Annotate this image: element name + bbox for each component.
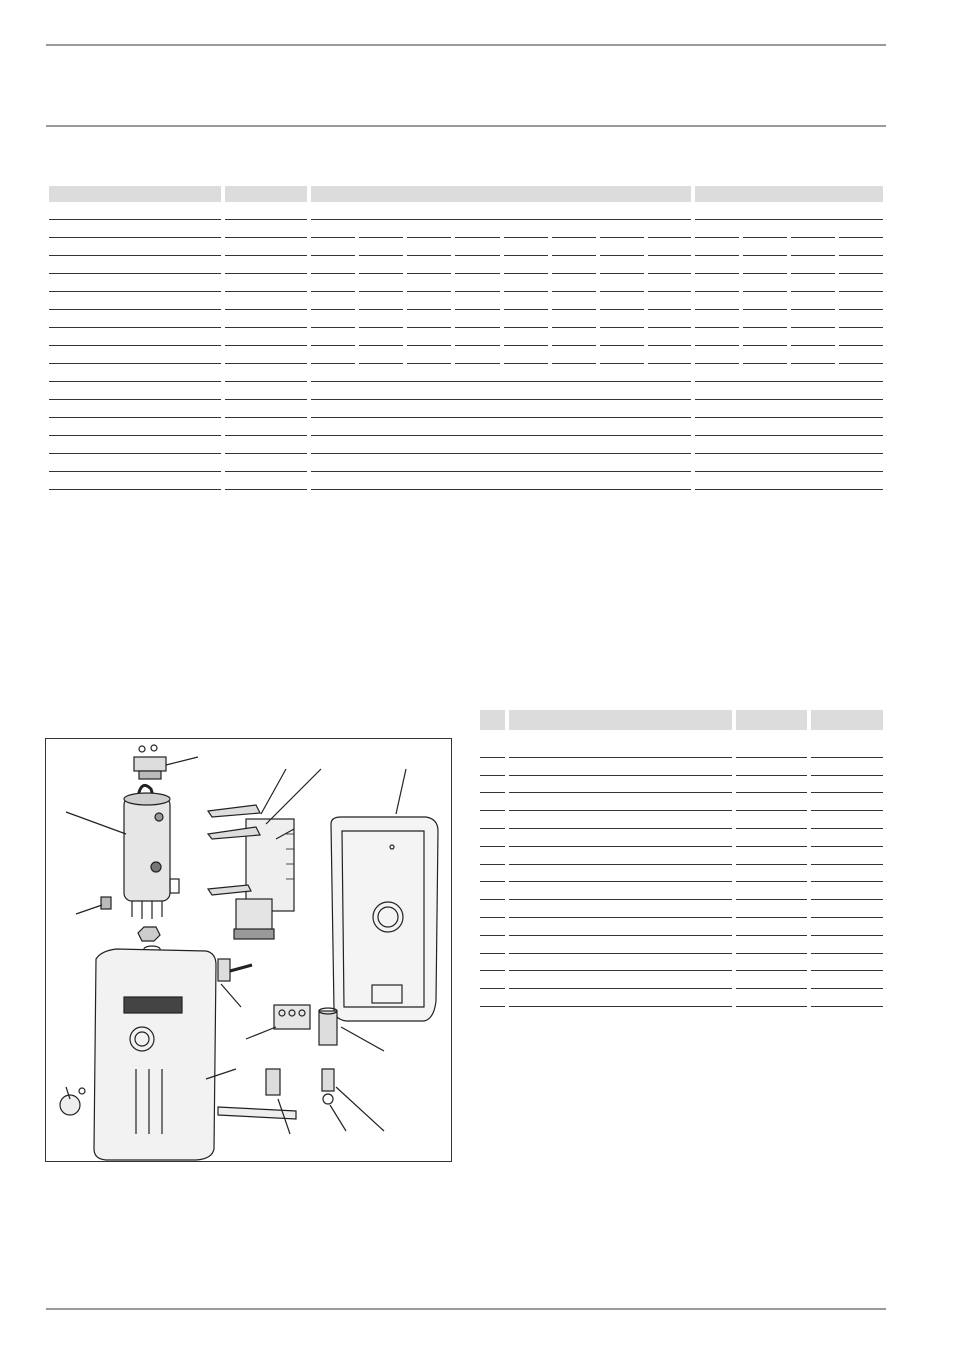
spec-cell: [648, 256, 691, 274]
spec-cell: [839, 310, 883, 328]
spec-cell: [359, 274, 403, 292]
spec-cell: [455, 256, 499, 274]
parts-cell: [811, 793, 883, 811]
spec-cell: [407, 238, 451, 256]
parts-row: [480, 882, 883, 900]
spec-cell: [359, 256, 403, 274]
parts-cell: [736, 847, 807, 865]
parts-cell: [509, 900, 732, 918]
parts-cell: [480, 776, 505, 794]
spec-cell: [600, 238, 644, 256]
parts-cell: [736, 829, 807, 847]
spec-row: [49, 328, 883, 346]
parts-cell: [480, 954, 505, 972]
parts-row: [480, 847, 883, 865]
spec-row: [49, 256, 883, 274]
parts-cell: [509, 971, 732, 989]
spec-cell: [648, 274, 691, 292]
parts-cell: [736, 936, 807, 954]
parts-cell: [480, 793, 505, 811]
parts-cell: [480, 865, 505, 883]
spec-cell: [552, 238, 596, 256]
spec-cell: [695, 346, 739, 364]
spec-cell: [311, 454, 691, 472]
spec-row: [49, 220, 883, 238]
parts-cell: [736, 740, 807, 758]
parts-cell: [811, 971, 883, 989]
parts-cell: [509, 847, 732, 865]
spec-cell: [225, 310, 307, 328]
spec-cell: [407, 220, 451, 238]
parts-cell: [811, 882, 883, 900]
spec-cell: [552, 220, 596, 238]
bottom-rule: [46, 1308, 886, 1310]
spec-cell: [695, 310, 739, 328]
spec-cell: [743, 238, 787, 256]
parts-cell: [811, 847, 883, 865]
spec-cell: [49, 256, 221, 274]
parts-cell: [811, 740, 883, 758]
heating-element-part: [66, 785, 179, 952]
spec-cell: [504, 256, 548, 274]
spec-row: [49, 292, 883, 310]
parts-cell: [736, 793, 807, 811]
spec-cell: [791, 346, 834, 364]
spec-cell: [225, 454, 307, 472]
spec-cell: [504, 310, 548, 328]
spec-cell: [552, 346, 596, 364]
front-cover-part: [94, 949, 236, 1160]
spec-cell: [359, 346, 403, 364]
spec-cell: [600, 328, 644, 346]
spec-cell: [552, 310, 596, 328]
spec-cell: [49, 274, 221, 292]
spec-cell: [225, 220, 307, 238]
spec-cell: [839, 256, 883, 274]
parts-row: [480, 793, 883, 811]
spec-cell: [695, 472, 883, 490]
spec-cell: [648, 292, 691, 310]
spec-cell: [225, 202, 307, 220]
spec-cell: [311, 328, 355, 346]
spec-cell: [600, 346, 644, 364]
parts-cell: [811, 989, 883, 1007]
spec-cell: [743, 274, 787, 292]
spec-cell: [407, 310, 451, 328]
spec-cell: [791, 292, 834, 310]
parts-row: [480, 829, 883, 847]
spec-cell: [49, 400, 221, 418]
parts-cell: [509, 740, 732, 758]
spec-cell: [225, 346, 307, 364]
parts-cell: [811, 776, 883, 794]
parts-cell: [736, 971, 807, 989]
spec-row: [49, 418, 883, 436]
spec-cell: [49, 454, 221, 472]
parts-cell: [736, 758, 807, 776]
parts-cell: [509, 811, 732, 829]
spec-cell: [791, 256, 834, 274]
parts-row: [480, 740, 883, 758]
spec-cell: [600, 274, 644, 292]
spec-cell: [791, 220, 834, 238]
spec-cell: [311, 436, 691, 454]
spec-cell: [311, 292, 355, 310]
pressure-switch-part: [134, 745, 198, 779]
spec-cell: [504, 346, 548, 364]
spec-cell: [311, 256, 355, 274]
spec-cell: [225, 364, 307, 382]
spec-row: [49, 310, 883, 328]
spec-header-cell: [695, 186, 883, 202]
parts-cell: [509, 776, 732, 794]
spec-cell: [695, 328, 739, 346]
spec-cell: [648, 346, 691, 364]
spec-cell: [552, 256, 596, 274]
sensor-part: [76, 897, 111, 914]
spec-cell: [359, 310, 403, 328]
spec-cell: [791, 238, 834, 256]
exploded-view-drawing: [46, 739, 453, 1163]
spec-cell: [49, 472, 221, 490]
spec-cell: [311, 400, 691, 418]
spec-cell: [407, 292, 451, 310]
spec-cell: [311, 274, 355, 292]
parts-header-cell: [811, 710, 883, 730]
terminal-block-part: [246, 1005, 310, 1039]
parts-cell: [811, 918, 883, 936]
parts-cell: [509, 989, 732, 1007]
spec-cell: [49, 418, 221, 436]
spec-cell: [504, 292, 548, 310]
spec-cell: [455, 292, 499, 310]
parts-cell: [736, 776, 807, 794]
spec-cell: [311, 202, 691, 220]
spec-cell: [49, 202, 221, 220]
spec-cell: [695, 238, 739, 256]
exploded-view-figure: [45, 738, 452, 1162]
parts-header-cell: [736, 710, 807, 730]
spec-cell: [455, 346, 499, 364]
parts-cell: [509, 954, 732, 972]
parts-cell: [480, 847, 505, 865]
parts-cell: [480, 900, 505, 918]
spec-cell: [225, 472, 307, 490]
spec-cell: [695, 400, 883, 418]
spec-cell: [743, 256, 787, 274]
knob-part: [60, 1087, 85, 1115]
parts-cell: [480, 829, 505, 847]
parts-row: [480, 758, 883, 776]
spec-cell: [311, 364, 691, 382]
spec-cell: [552, 328, 596, 346]
spec-cell: [225, 292, 307, 310]
parts-cell: [736, 954, 807, 972]
spec-cell: [839, 328, 883, 346]
spec-cell: [839, 274, 883, 292]
parts-cell: [811, 829, 883, 847]
spec-cell: [407, 256, 451, 274]
parts-cell: [509, 882, 732, 900]
spec-cell: [225, 418, 307, 436]
spec-cell: [225, 328, 307, 346]
spec-cell: [455, 328, 499, 346]
spec-cell: [311, 310, 355, 328]
spec-row: [49, 346, 883, 364]
parts-cell: [509, 865, 732, 883]
back-plate-part: [331, 769, 438, 1021]
top-rule: [46, 44, 886, 46]
parts-cell: [811, 936, 883, 954]
spec-header-cell: [311, 186, 691, 202]
parts-cell: [736, 811, 807, 829]
spec-cell: [648, 310, 691, 328]
spec-row: [49, 238, 883, 256]
spec-cell: [743, 292, 787, 310]
spec-cell: [311, 220, 355, 238]
spec-row: [49, 472, 883, 490]
spec-cell: [49, 292, 221, 310]
spec-cell: [695, 220, 739, 238]
spec-cell: [49, 436, 221, 454]
spec-cell: [49, 328, 221, 346]
technical-data-table: [49, 186, 883, 490]
parts-row: [480, 989, 883, 1007]
parts-row: [480, 776, 883, 794]
spec-cell: [455, 310, 499, 328]
spec-cell: [504, 274, 548, 292]
spec-row: [49, 202, 883, 220]
spec-cell: [695, 436, 883, 454]
spec-cell: [407, 346, 451, 364]
spec-cell: [839, 292, 883, 310]
spec-cell: [359, 292, 403, 310]
parts-cell: [736, 918, 807, 936]
parts-cell: [480, 989, 505, 1007]
spec-cell: [225, 382, 307, 400]
parts-row: [480, 865, 883, 883]
spec-header-row: [49, 186, 883, 202]
spec-cell: [695, 256, 739, 274]
spec-cell: [791, 274, 834, 292]
parts-row: [480, 918, 883, 936]
parts-cell: [509, 793, 732, 811]
spec-cell: [225, 274, 307, 292]
parts-cell: [509, 936, 732, 954]
spec-cell: [600, 292, 644, 310]
parts-body: [480, 740, 883, 1007]
parts-cell: [736, 865, 807, 883]
spec-cell: [49, 238, 221, 256]
parts-row: [480, 900, 883, 918]
parts-cell: [480, 918, 505, 936]
spec-cell: [743, 220, 787, 238]
spec-cell: [504, 328, 548, 346]
parts-row: [480, 971, 883, 989]
spec-cell: [359, 328, 403, 346]
valve-part: [319, 1008, 384, 1131]
spec-cell: [455, 274, 499, 292]
parts-cell: [811, 900, 883, 918]
spec-cell: [359, 238, 403, 256]
title-rule: [46, 125, 886, 127]
parts-cell: [480, 811, 505, 829]
parts-cell: [736, 900, 807, 918]
spec-cell: [600, 310, 644, 328]
parts-row: [480, 936, 883, 954]
spec-cell: [49, 220, 221, 238]
parts-header-row: [480, 710, 883, 730]
spec-cell: [311, 418, 691, 436]
spec-cell: [695, 382, 883, 400]
spec-cell: [552, 274, 596, 292]
spec-cell: [839, 220, 883, 238]
spec-cell: [648, 238, 691, 256]
spec-header-cell: [49, 186, 221, 202]
fitting-part: [218, 1069, 296, 1134]
parts-header-cell: [480, 710, 505, 730]
spec-cell: [225, 400, 307, 418]
spec-cell: [225, 238, 307, 256]
parts-cell: [811, 811, 883, 829]
parts-row: [480, 811, 883, 829]
spec-cell: [49, 364, 221, 382]
spec-cell: [695, 364, 883, 382]
parts-cell: [509, 758, 732, 776]
spec-cell: [695, 418, 883, 436]
spec-header-cell: [225, 186, 307, 202]
parts-cell: [480, 758, 505, 776]
parts-cell: [736, 989, 807, 1007]
parts-cell: [480, 740, 505, 758]
spec-cell: [49, 346, 221, 364]
spec-cell: [695, 202, 883, 220]
spec-cell: [407, 328, 451, 346]
spec-cell: [600, 256, 644, 274]
spec-row: [49, 364, 883, 382]
spec-cell: [311, 382, 691, 400]
parts-cell: [480, 971, 505, 989]
parts-cell: [811, 758, 883, 776]
spec-row: [49, 382, 883, 400]
spec-cell: [311, 346, 355, 364]
spec-cell: [311, 472, 691, 490]
parts-cell: [480, 936, 505, 954]
parts-cell: [509, 829, 732, 847]
spec-row: [49, 436, 883, 454]
parts-cell: [509, 918, 732, 936]
spec-row: [49, 400, 883, 418]
parts-cell: [736, 882, 807, 900]
spare-parts-table: [480, 710, 883, 1007]
spec-body: [49, 202, 883, 490]
spec-row: [49, 454, 883, 472]
spec-cell: [311, 238, 355, 256]
spec-cell: [225, 256, 307, 274]
parts-header-cell: [509, 710, 732, 730]
spec-cell: [49, 310, 221, 328]
parts-cell: [811, 865, 883, 883]
spec-cell: [695, 454, 883, 472]
spec-cell: [455, 220, 499, 238]
spec-cell: [791, 328, 834, 346]
spec-cell: [49, 382, 221, 400]
spec-cell: [600, 220, 644, 238]
control-unit-part: [208, 769, 321, 939]
spec-cell: [225, 436, 307, 454]
spec-cell: [839, 346, 883, 364]
parts-cell: [811, 954, 883, 972]
cable-clamp-part: [218, 959, 252, 1007]
spec-cell: [504, 220, 548, 238]
spec-cell: [504, 238, 548, 256]
spec-cell: [407, 274, 451, 292]
spec-cell: [695, 274, 739, 292]
spec-cell: [743, 346, 787, 364]
spec-cell: [839, 238, 883, 256]
spec-cell: [695, 292, 739, 310]
spec-cell: [552, 292, 596, 310]
spec-row: [49, 274, 883, 292]
spec-cell: [791, 310, 834, 328]
spec-cell: [359, 220, 403, 238]
spec-cell: [455, 238, 499, 256]
parts-cell: [480, 882, 505, 900]
parts-row: [480, 954, 883, 972]
spec-cell: [743, 328, 787, 346]
spec-cell: [648, 220, 691, 238]
spec-cell: [743, 310, 787, 328]
spec-cell: [648, 328, 691, 346]
